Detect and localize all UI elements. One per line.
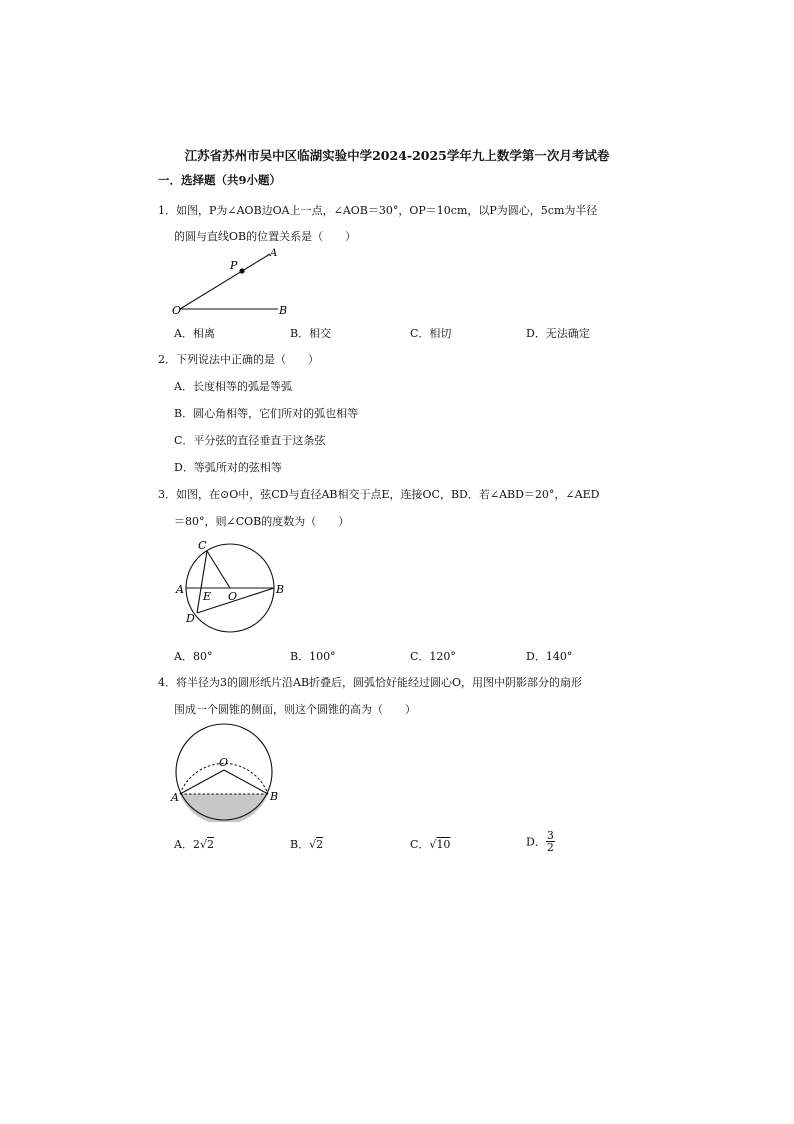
chord-cd (197, 551, 207, 613)
question-2-option-d[interactable]: D．等弧所对的弦相等 (174, 461, 282, 474)
option-letter: B． (290, 838, 310, 851)
radicand: 10 (436, 838, 451, 851)
question-4-text-line1: 4．将半径为3的圆形纸片沿AB折叠后，圆弧恰好能经过圆心O，用图中阴影部分的扇形 (158, 676, 583, 689)
question-1-figure (166, 244, 296, 319)
question-3-option-c[interactable]: C．120° (410, 650, 456, 663)
label-a: A (171, 791, 179, 804)
question-1-option-c[interactable]: C．相切 (410, 327, 452, 340)
question-4-text-line2: 围成一个圆锥的侧面，则这个圆锥的高为（ ） (174, 703, 416, 716)
label-o: O (219, 756, 229, 769)
question-4-option-c[interactable] (410, 836, 450, 852)
fraction (546, 830, 555, 853)
label-b: B (279, 304, 288, 317)
sqrt-icon: √ (429, 838, 437, 851)
label-p: P (230, 259, 238, 272)
denominator: 2 (546, 841, 554, 854)
label-b: B (270, 790, 279, 803)
question-2-option-b[interactable]: B．圆心角相等，它们所对的弧也相等 (174, 407, 359, 420)
label-o: O (228, 590, 238, 603)
label-a: A (270, 248, 278, 259)
question-1-option-a[interactable]: A．相离 (174, 327, 215, 340)
question-1-option-b[interactable]: B．相交 (290, 327, 332, 340)
point-p (239, 268, 244, 273)
question-3-option-a[interactable]: A．80° (174, 650, 213, 663)
radicand: 2 (316, 838, 324, 851)
segment-oc (207, 551, 230, 588)
question-1-text-line1: 1．如图，P为∠AOB边OA上一点，∠AOB＝30°，OP＝10cm，以P为圆心，5cm为半径 (158, 204, 598, 217)
question-2-text: 2．下列说法中正确的是（ ） (158, 353, 319, 366)
ray-oa (180, 254, 270, 309)
sqrt-icon: √ (309, 838, 317, 851)
question-1-option-d[interactable]: D．无法确定 (526, 327, 590, 340)
section-heading: 一．选择题（共9小题） (158, 173, 282, 187)
question-4-option-d[interactable] (526, 830, 555, 853)
question-3-option-d[interactable]: D．140° (526, 650, 573, 663)
radicand: 2 (206, 838, 214, 851)
label-o: O (172, 304, 182, 317)
label-e: E (203, 590, 212, 603)
question-3-text-line2: ＝80°，则∠COB的度数为（ ） (174, 515, 350, 528)
question-3-text-line1: 3．如图，在⊙O中，弦CD与直径AB相交于点E，连接OC，BD．若∠ABD＝20°，∠AED (158, 488, 600, 501)
question-4-option-a[interactable] (174, 836, 214, 852)
page-title: 江苏省苏州市吴中区临湖实验中学2024-2025学年九上数学第一次月考试卷 (184, 148, 610, 163)
question-3-figure (172, 538, 292, 638)
label-a: A (176, 583, 184, 596)
shaded-sector (180, 794, 268, 822)
question-1-text-line2: 的圆与直线OB的位置关系是（ ） (174, 230, 357, 243)
question-4-option-b[interactable] (290, 836, 323, 852)
sqrt-icon: √ (199, 838, 207, 851)
option-letter: A． (174, 838, 193, 851)
question-2-option-c[interactable]: C．平分弦的直径垂直于这条弦 (174, 434, 326, 447)
question-3-option-b[interactable]: B．100° (290, 650, 336, 663)
question-2-option-a[interactable]: A．长度相等的弧是等弧 (174, 380, 292, 393)
coefficient: 2 (192, 838, 200, 851)
question-4-figure (170, 722, 286, 822)
label-b: B (276, 583, 285, 596)
option-letter: D． (526, 835, 546, 849)
option-letter: C． (410, 838, 430, 851)
numerator: 3 (546, 829, 554, 842)
label-c: C (198, 539, 207, 552)
label-d: D (186, 612, 195, 625)
